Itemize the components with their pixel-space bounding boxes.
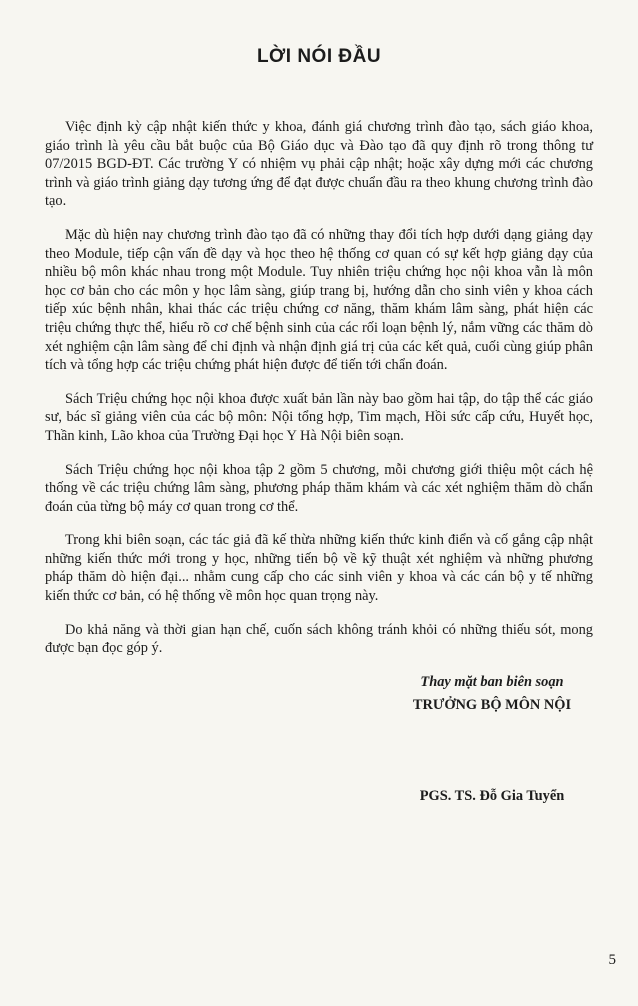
on-behalf-line: Thay mặt ban biên soạn xyxy=(420,674,564,690)
paragraph-5: Trong khi biên soạn, các tác giả đã kế thừa những kiến thức kinh điển và cố gắng cập nhật những kiến thức mới trong y học, những tiến bộ về kỹ thuật xét nghiệm và những phương pháp thăm dò hiện đại... nhằm cung cấp cho các sinh viên y khoa và các cán bộ y tế những kiến thức cơ bản, có hệ thống về môn học quan trọng này. xyxy=(45,532,593,605)
paragraph-4: Sách Triệu chứng học nội khoa tập 2 gồm 5 chương, mỗi chương giới thiệu một cách hệ thống về các triệu chứng lâm sàng, phương pháp thăm khám và các xét nghiệm thăm dò chẩn đoán của từng bộ máy cơ quan trong cơ thể. xyxy=(45,461,593,515)
page-title: LỜI NÓI ĐẦU xyxy=(256,46,382,67)
author-name: PGS. TS. Đỗ Gia Tuyển xyxy=(419,788,565,804)
preface-body xyxy=(45,118,593,673)
paragraph-1: Việc định kỳ cập nhật kiến thức y khoa, đánh giá chương trình đào tạo, sách giáo khoa, giáo trình là yêu cầu bắt buộc của Bộ Giáo dục và Đào tạo đã quy định rõ trong thông tư 07/2015 BGD-ĐT. Các trường Y có nhiệm vụ phải cập nhật; hoặc xây dựng mới các chương trình và giáo trình giảng dạy tương ứng để đạt được chuẩn đầu ra theo khung chương trình đào tạo. xyxy=(45,119,593,210)
position-title: TRƯỞNG BỘ MÔN NỘI xyxy=(412,697,572,713)
paragraph-2: Mặc dù hiện nay chương trình đào tạo đã có những thay đổi tích hợp dưới dạng giảng dạy theo Module, tiếp cận vấn đề dạy và học theo hệ thống cơ quan có sự kết hợp giảng dạy của nhiều bộ môn khác nhau trong một Module. Tuy nhiên triệu chứng học nội khoa vẫn là môn học cơ bản cho các môn y học lâm sàng, giúp trang bị, hướng dẫn cho sinh viên y khoa cách tiếp xúc bệnh nhân, khai thác các triệu chứng cơ năng, thăm khám lâm sàng, phát hiện các triệu chứng thực thể, hiểu rõ cơ chế bệnh sinh của các rối loạn bệnh lý, nắm vững các thăm dò xét nghiệm cận lâm sàng để chỉ định và nhận định giá trị của các kết quả, cuối cùng giúp phân tích và tổng hợp các triệu chứng phát hiện được để tiến tới chẩn đoán. xyxy=(45,226,593,374)
page-number: 5 xyxy=(608,952,616,968)
paragraph-3: Sách Triệu chứng học nội khoa được xuất bản lần này bao gồm hai tập, do tập thể các giáo sư, bác sĩ giảng viên của các bộ môn: Nội tổng hợp, Tim mạch, Hồi sức cấp cứu, Huyết học, Thần kinh, Lão khoa của Trường Đại học Y Hà Nội biên soạn. xyxy=(45,390,593,444)
signature-block xyxy=(392,674,592,714)
paragraph-6: Do khả năng và thời gian hạn chế, cuốn sách không tránh khỏi có những thiếu sót, mong được bạn đọc góp ý. xyxy=(45,621,593,657)
